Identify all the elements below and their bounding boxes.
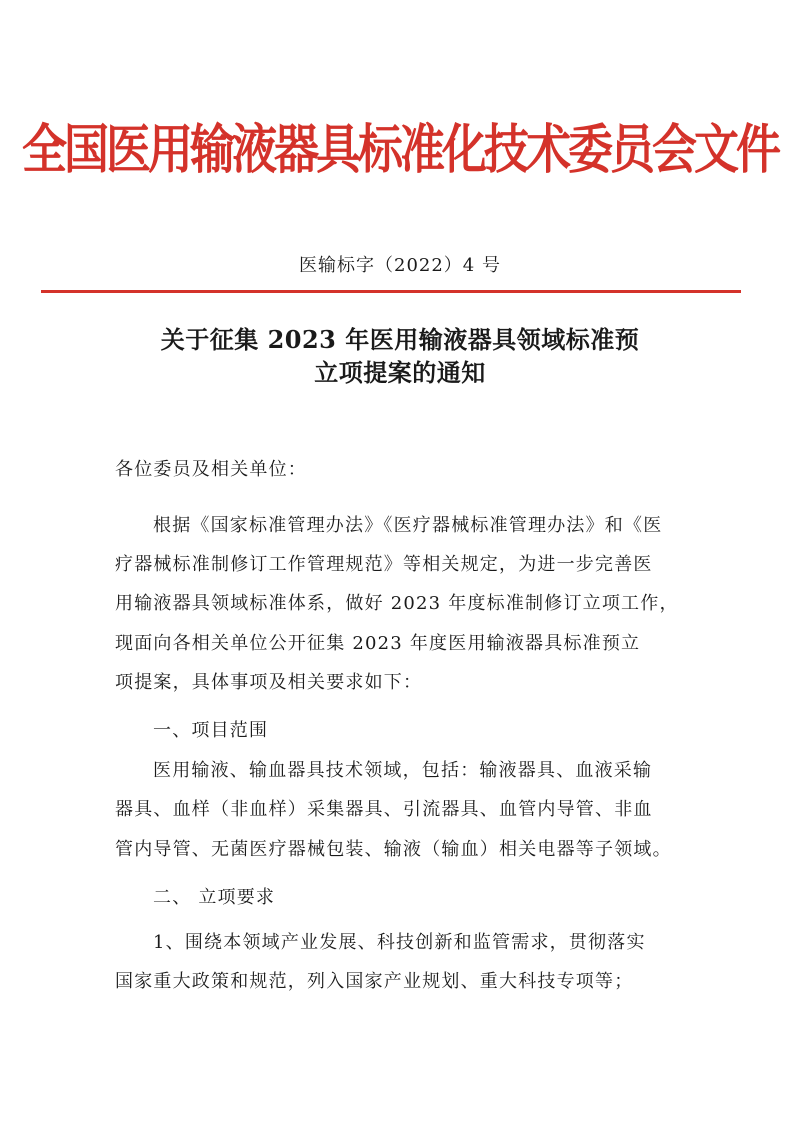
notice-title-line-2: 立项提案的通知: [314, 358, 486, 387]
paragraph-line: 器具、血样（非血样）采集器具、引流器具、血管内导管、非血: [115, 799, 653, 820]
notice-title: [100, 323, 700, 389]
paragraph-line: 疗器械标准制修订工作管理规范》等相关规定，为进一步完善医: [115, 554, 653, 575]
paragraph-line: 项提案，具体事项及相关要求如下：: [115, 672, 423, 693]
notice-title-line-1: 关于征集 2023 年医用输液器具领域标准预: [160, 325, 640, 354]
red-divider-rule: [41, 290, 741, 293]
org-header-title: 全国医用输液器具标准化技术委员会文件: [21, 118, 778, 181]
section-heading: 一、项目范围: [153, 720, 269, 741]
paragraph-line: 医用输液、输血器具技术领域，包括：输液器具、血液采输: [153, 760, 653, 781]
paragraph-line: 根据《国家标准管理办法》《医疗器械标准管理办法》和《医: [153, 515, 663, 536]
paragraph-line: 1、围绕本领域产业发展、科技创新和监管需求，贯彻落实: [153, 932, 646, 953]
section-heading: 二、 立项要求: [153, 887, 276, 908]
paragraph-line: 管内导管、无菌医疗器械包装、输液（输血）相关电器等子领域。: [115, 839, 672, 860]
document-number: 医输标字（2022）4 号: [299, 255, 501, 276]
salutation: 各位委员及相关单位：: [115, 459, 307, 480]
paragraph-line: 用输液器具领域标准体系，做好 2023 年度标准制修订立项工作，: [115, 593, 679, 614]
paragraph-line: 现面向各相关单位公开征集 2023 年度医用输液器具标准预立: [115, 633, 641, 654]
paragraph-line: 国家重大政策和规范，列入国家产业规划、重大科技专项等；: [115, 971, 634, 992]
